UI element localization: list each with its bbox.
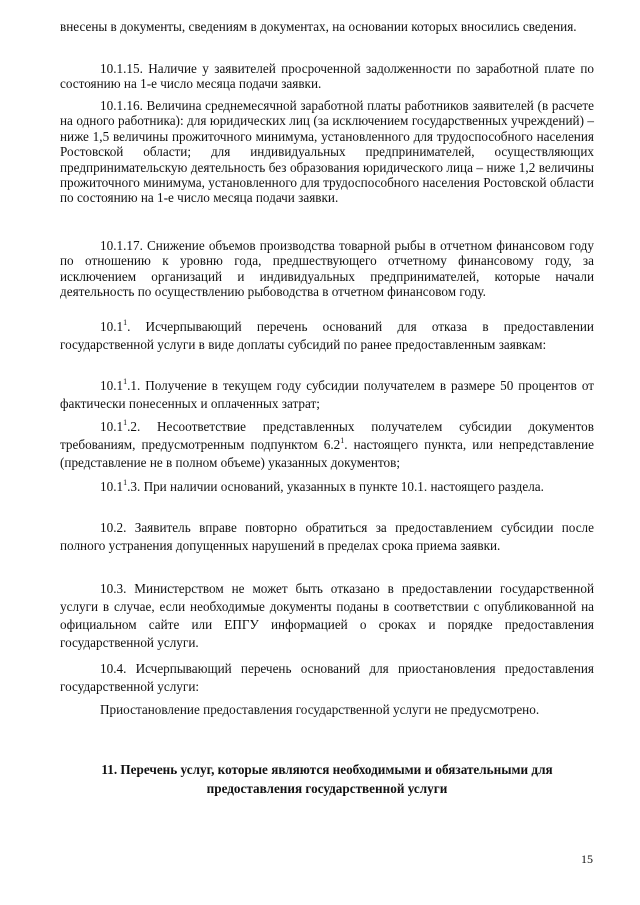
clause-number: 10.1 (100, 319, 124, 334)
paragraph-10-1-16: 10.1.16. Величина среднемесячной заработной платы работников заявителей (в расчете на одного работника): для юридических лиц (за исключением государственных учреждений) – ниже 1,5 величины прожиточного минимума, установленного для трудоспособного населения Ростовской области; для индивидуальных предпринимателей, осуществляющих предпринимательскую деятельность без образования юридического лица – ниже 1,2 величины прожиточного минимума, установленного для трудоспособного населения Ростовской области по состоянию на 1-е число месяца подачи заявки. (60, 98, 594, 206)
paragraph-10-1-sup1 (60, 318, 594, 354)
clause-number: 10.1 (100, 378, 124, 393)
paragraph-10-1-sup1-2 (60, 418, 594, 472)
paragraph-10-2: 10.2. Заявитель вправе повторно обратиться за предоставлением субсидии после полного устранения допущенных нарушений в пределах срока приема заявки. (60, 520, 594, 553)
clause-text: .3. При наличии оснований, указанных в пункте 10.1. настоящего раздела. (127, 479, 544, 494)
paragraph-10-4: 10.4. Исчерпывающий перечень оснований для приостановления предоставления государственной услуги: (60, 661, 594, 694)
superscript: 1 (123, 417, 128, 427)
page-number: 15 (581, 852, 593, 866)
clause-text: .2. Несоответствие представленных получателем субсидии документов требованиям, предусмотренным подпунктом 6.2 (60, 419, 594, 452)
clause-number: 10.1 (100, 419, 124, 434)
clause-text: .1. Получение в текущем году субсидии получателем в размере 50 процентов от фактически понесенных и оплаченных затрат; (60, 378, 594, 411)
clause-number: 10.1 (100, 479, 124, 494)
paragraph-10-1-sup1-3 (60, 478, 594, 496)
section-heading-11: 11. Перечень услуг, которые являются необходимыми и обязательными для предоставления государственной услуги (101, 762, 553, 796)
clause-text: . настоящего пункта, или непредставление (представление не в полном объеме) указанных документов; (60, 437, 594, 470)
superscript: 1 (340, 435, 345, 445)
paragraph-10-1-17: 10.1.17. Снижение объемов производства товарной рыбы в отчетном финансовом году по отношению к уровню года, предшествующего отчетному финансовому году, за исключением организаций и индивидуальных предпринимателей, которые начали деятельность по осуществлению рыбоводства в отчетном финансовом году. (60, 238, 594, 300)
paragraph-10-1-sup1-1 (60, 377, 594, 413)
paragraph-continuation: внесены в документы, сведениям в документах, на основании которых вносились сведения. (60, 19, 577, 34)
paragraph-10-1-15: 10.1.15. Наличие у заявителей просроченной задолженности по заработной плате по состоянию на 1-е число месяца подачи заявки. (60, 61, 594, 92)
paragraph-10-3: 10.3. Министерством не может быть отказано в предоставлении государственной услуги в случае, если необходимые документы поданы в соответствии с опубликованной на официальном сайте или ЕПГУ информацией о сроках и порядке предоставления государственной услуги. (60, 581, 594, 650)
superscript: 1 (123, 376, 128, 386)
superscript: 1 (123, 477, 128, 487)
clause-text: . Исчерпывающий перечень оснований для отказа в предоставлении государственной услуги в виде доплаты субсидий по ранее предоставленным заявкам: (60, 319, 594, 352)
superscript: 1 (123, 317, 128, 327)
paragraph-suspension: Приостановление предоставления государственной услуги не предусмотрено. (100, 702, 540, 717)
